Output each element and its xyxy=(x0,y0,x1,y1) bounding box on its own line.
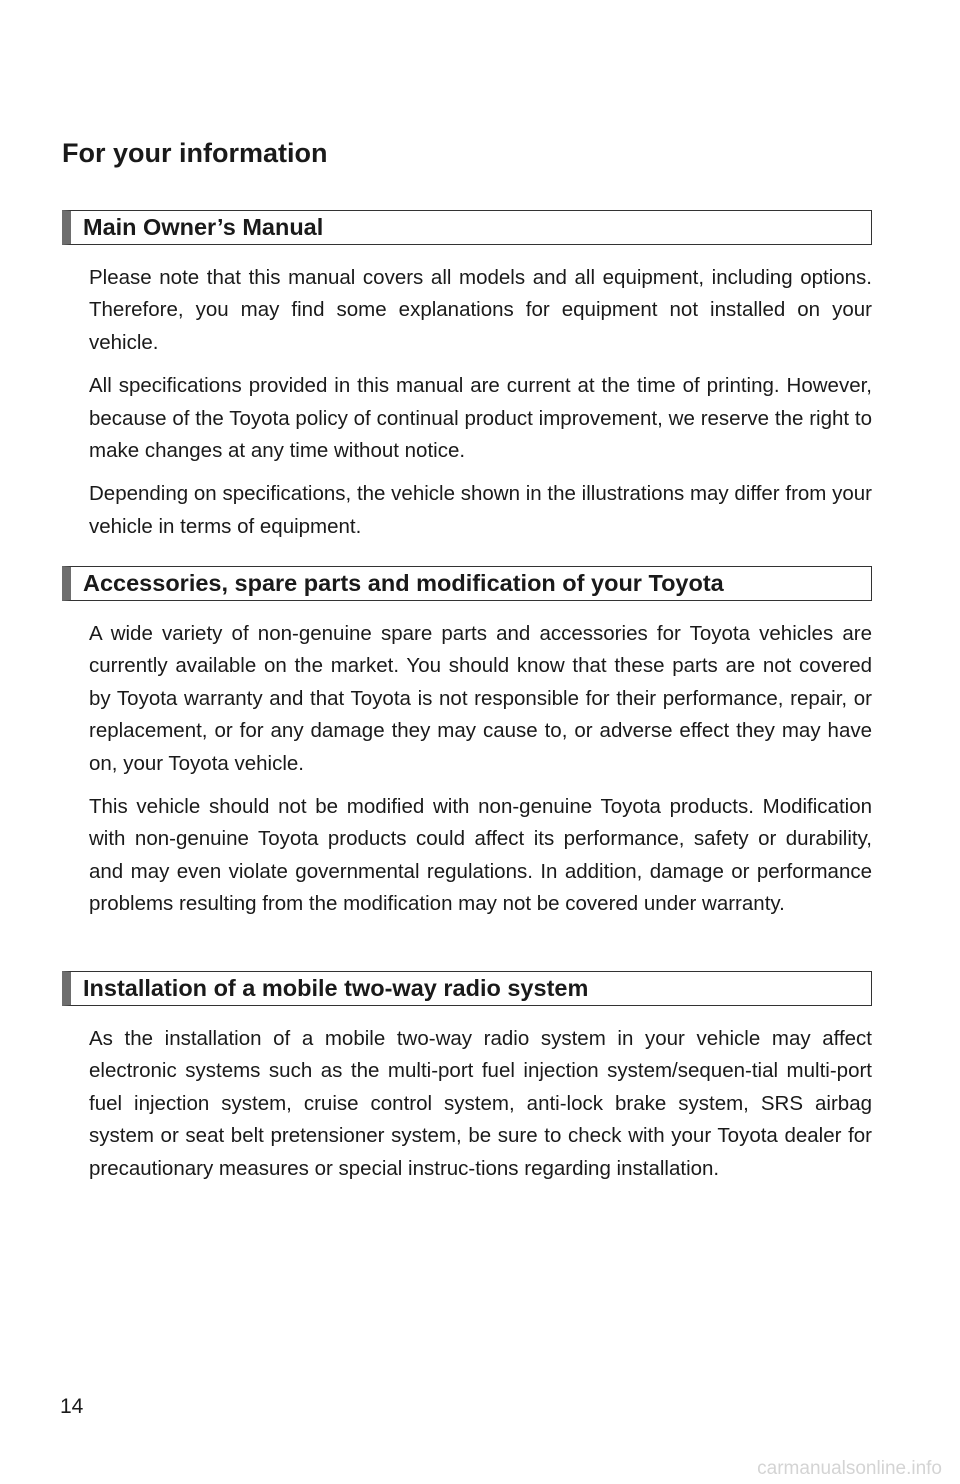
section-main-owners-manual xyxy=(62,210,872,554)
paragraph: Depending on specifications, the vehicle shown in the illustrations may differ from your vehicle in terms of equipment. xyxy=(89,482,872,538)
section-accessories xyxy=(62,566,872,932)
watermark: carmanualsonline.info xyxy=(757,1458,942,1479)
paragraph: Please note that this manual covers all models and all equipment, including options. Therefore, you may find some explanations for equipment not installed on your vehicle. xyxy=(89,266,872,354)
paragraph: All specifications provided in this manual are current at the time of printing. However, because of the Toyota policy of continual product improvement, we reserve the right to make changes at any time without notice. xyxy=(89,374,872,463)
paragraph: As the installation of a mobile two-way radio system in your vehicle may affect electronic systems such as the multi-port fuel injection system/sequen-tial multi-port fuel injection system, cruise control system, anti-lock brake system, SRS airbag system or seat belt pretensioner system, be sure to check with your Toyota dealer for precautionary measures or special instruc-tions regarding installation. xyxy=(89,1027,872,1180)
section-body xyxy=(62,1023,872,1185)
section-title: Installation of a mobile two-way radio system xyxy=(62,971,872,1006)
section-body xyxy=(62,262,872,543)
page-number: 14 xyxy=(60,1395,84,1418)
section-title: Accessories, spare parts and modification of your Toyota xyxy=(62,566,872,601)
page-heading: For your information xyxy=(62,138,328,168)
paragraph: A wide variety of non-genuine spare parts and accessories for Toyota vehicles are currently available on the market. You should know that these parts are not covered by Toyota warranty and that Toyota is not responsible for their performance, repair, or replacement, or for any damage they may cause to, or adverse effect they may have on, your Toyota vehicle. xyxy=(89,622,872,775)
paragraph: This vehicle should not be modified with non-genuine Toyota products. Modification with non-genuine Toyota products could affect its performance, safety or durability, and may even violate governmental regulations. In addition, damage or performance problems resulting from the modification may not be covered under warranty. xyxy=(89,795,872,916)
section-body xyxy=(62,618,872,921)
section-title: Main Owner’s Manual xyxy=(62,210,872,245)
section-two-way-radio xyxy=(62,971,872,1196)
